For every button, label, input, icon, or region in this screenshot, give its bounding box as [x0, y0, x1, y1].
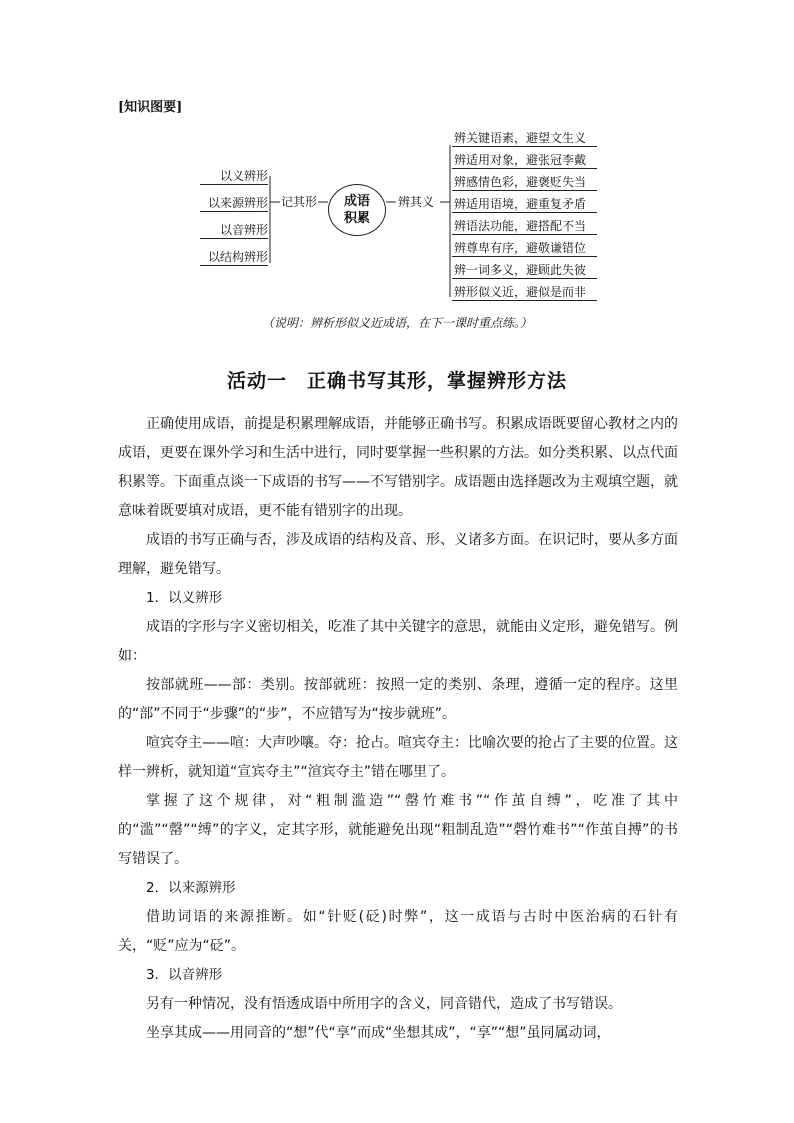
paragraph: 按部就班——部：类别。按部就班：按照一定的类别、条理，遵循一定的程序。这里的“部”不同于“步骤”的“步”，不应错写为“按步就班”。 [118, 677, 678, 722]
center-line2: 积累 [343, 211, 370, 226]
right-branch-label: 辨其义 [398, 195, 435, 209]
paragraph: 坐享其成——用同音的“想”代“享”而成“坐想其成”，“享”“想”虽同属动词， [146, 1025, 611, 1041]
paragraph: 正确使用成语，前提是积累理解成语，并能够正确书写。积累成语既要留心教材之内的成语，更要在课外学习和生活中进行，同时要掌握一些积累的方法。如分类积累、以点代面积累等。下面重点谈一下成语的书写——不写错别字。成语题由选择题改为主观填空题，就意味着既要填对成语，更不能有错别字的出现。 [118, 416, 678, 519]
body-text [118, 410, 678, 1048]
right-item: 辨关键语素，避望文生义 [452, 130, 597, 147]
center-line1: 成语 [343, 194, 370, 209]
paragraph: 成语的书写正确与否，涉及成语的结构及音、形、义诸多方面。在识记时，要从多方面理解，避免错写。 [118, 532, 678, 577]
paragraph: 成语的字形与字义密切相关，吃准了其中关键字的意思，就能由义定形，避免错写。例如： [118, 619, 678, 664]
right-item: 辨形似义近，避似是而非 [452, 284, 597, 301]
center-node [328, 184, 386, 236]
subheading: 2．以来源辨形 [146, 880, 236, 896]
paragraph: 喧宾夺主——喧：大声吵嚷。夺：抢占。喧宾夺主：比喻次要的抢占了主要的位置。这样一辨析，就知道“宣宾夺主”“渲宾夺主”错在哪里了。 [118, 735, 678, 780]
activity-title: 活动一 正确书写其形，掌握辨形方法 [226, 370, 567, 392]
diagram-note: （说明：辨析形似义近成语，在下一课时重点练。） [261, 316, 532, 330]
paragraph: 另有一种情况，没有悟透成语中所用字的含义，同音错代，造成了书写错误。 [146, 996, 622, 1012]
section-header: [知识图要] [118, 100, 183, 115]
right-item: 辨一词多义，避顾此失彼 [452, 262, 597, 279]
right-item: 辨尊卑有序，避敬谦错位 [452, 240, 597, 257]
right-item: 辨语法功能，避搭配不当 [452, 218, 597, 235]
right-item: 辨适用对象，避张冠李戴 [452, 152, 597, 169]
mind-map-lines [0, 0, 794, 310]
left-item: 以音辨形 [200, 222, 268, 239]
right-item: 辨感情色彩，避褒贬失当 [452, 174, 597, 191]
left-branch-label: 记其形 [281, 195, 318, 209]
paragraph: 掌握了这个规律，对“粗制滥造”“罄竹难书”“作茧自缚”，吃准了其中的“滥”“罄”“缚”的字义，定其字形，就能避免出现“粗制乱造”“磬竹难书”“作茧自搏”的书写错误了。 [118, 793, 678, 867]
left-item: 以义辨形 [200, 168, 268, 185]
left-item: 以结构辨形 [200, 249, 268, 266]
paragraph: 借助词语的来源推断。如“针贬(砭)时弊”，这一成语与古时中医治病的石针有关，“贬”应为“砭”。 [118, 909, 678, 954]
subheading: 3．以音辨形 [146, 967, 223, 983]
subheading: 1．以义辨形 [146, 590, 223, 606]
right-item: 辨适用语境，避重复矛盾 [452, 196, 597, 213]
left-item: 以来源辨形 [200, 195, 268, 212]
